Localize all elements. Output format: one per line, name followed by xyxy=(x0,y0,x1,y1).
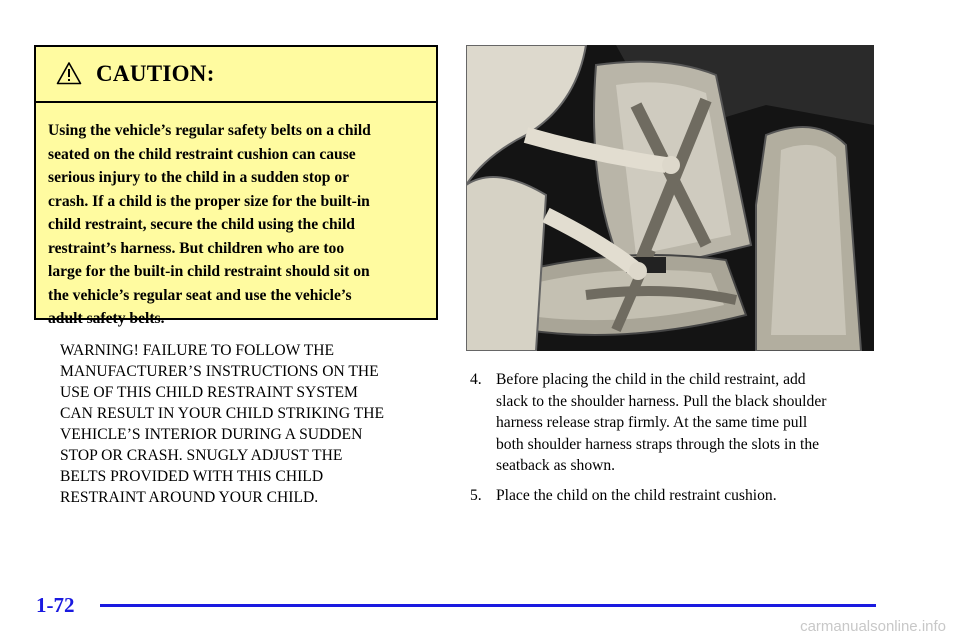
page-number: 1-72 xyxy=(36,593,75,617)
illustration-drawing xyxy=(466,45,874,351)
step-line: harness release strap firmly. At the same time pull xyxy=(496,414,808,431)
step-item xyxy=(470,369,890,477)
warning-paragraph xyxy=(60,340,440,508)
warning-line: VEHICLE’S INTERIOR DURING A SUDDEN xyxy=(60,426,363,443)
caution-line: seated on the child restraint cushion can cause xyxy=(48,145,356,163)
caution-header xyxy=(36,47,436,103)
step-number: 4. xyxy=(470,371,482,388)
warning-line: RESTRAINT AROUND YOUR CHILD. xyxy=(60,489,319,506)
step-line: both shoulder harness straps through the slots in the xyxy=(496,435,820,453)
caution-title: CAUTION: xyxy=(96,61,215,86)
caution-line: adult safety belts. xyxy=(48,310,165,327)
warning-line: STOP OR CRASH. SNUGLY ADJUST THE xyxy=(60,447,343,464)
caution-line: child restraint, secure the child using the child xyxy=(48,216,355,233)
child-restraint-illustration xyxy=(466,45,874,351)
warning-triangle-icon xyxy=(56,61,82,85)
warning-line: BELTS PROVIDED WITH THIS CHILD xyxy=(60,468,324,485)
step-line: seatback as shown. xyxy=(496,457,616,474)
instruction-steps xyxy=(470,369,890,514)
step-line: slack to the shoulder harness. Pull the black shoulder xyxy=(496,392,827,410)
caution-text xyxy=(48,119,428,331)
caution-line: crash. If a child is the proper size for the built-in xyxy=(48,192,370,210)
caution-line: restraint’s harness. But children who are too xyxy=(48,239,345,257)
warning-line: WARNING! FAILURE TO FOLLOW THE xyxy=(60,342,335,359)
caution-line: the vehicle’s regular seat and use the vehicle’s xyxy=(48,286,352,304)
step-item xyxy=(470,485,890,507)
footer-rule xyxy=(100,604,876,607)
caution-line: Using the vehicle’s regular safety belts on a child xyxy=(48,122,371,139)
watermark: carmanualsonline.info xyxy=(800,618,946,635)
warning-line: USE OF THIS CHILD RESTRAINT SYSTEM xyxy=(60,384,358,401)
warning-line: CAN RESULT IN YOUR CHILD STRIKING THE xyxy=(60,405,385,422)
step-line: Place the child on the child restraint cushion. xyxy=(496,486,777,504)
caution-line: serious injury to the child in a sudden stop or xyxy=(48,169,350,186)
step-number: 5. xyxy=(470,486,482,504)
caution-box xyxy=(34,45,438,327)
caution-line: large for the built-in child restraint should sit on xyxy=(48,263,370,280)
warning-line: MANUFACTURER’S INSTRUCTIONS ON THE xyxy=(60,363,379,380)
step-line: Before placing the child in the child restraint, add xyxy=(496,371,806,388)
